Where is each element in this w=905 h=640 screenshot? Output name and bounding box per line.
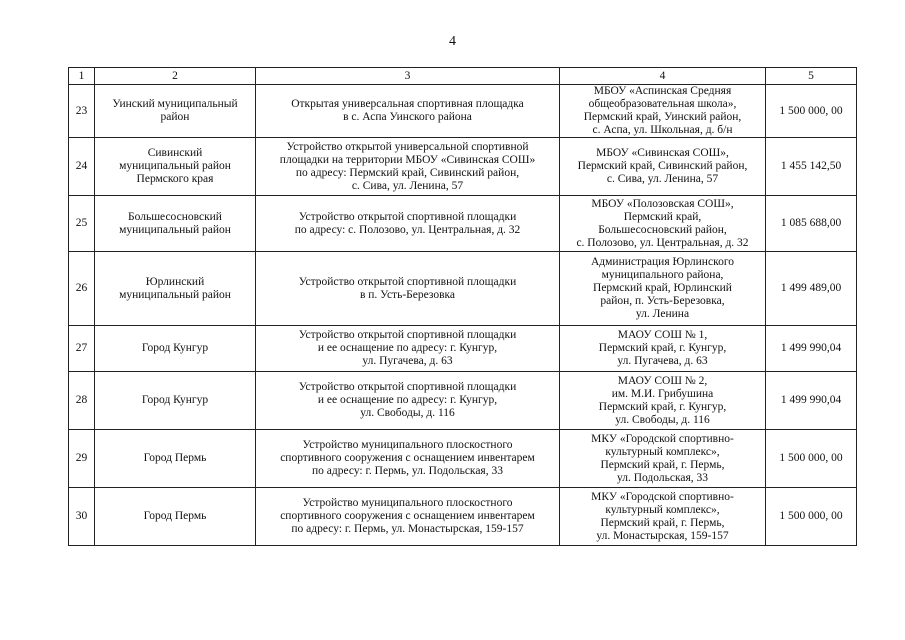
- recipient-cell: [560, 488, 766, 546]
- header-cell-1: 1: [69, 68, 95, 85]
- recipient-line: ул. Монастырская, 159-157: [596, 529, 729, 542]
- amount-cell: 1 499 990,04: [766, 372, 857, 430]
- table-row: [69, 138, 857, 196]
- object-line: Устройство открытой спортивной площадки: [298, 210, 517, 223]
- recipient-cell: [560, 372, 766, 430]
- recipient-line: МБОУ «Полозовская СОШ»,: [591, 197, 734, 210]
- object-cell: [256, 196, 560, 252]
- recipient-line: МКУ «Городской спортивно-: [591, 432, 734, 445]
- object-cell: [256, 326, 560, 372]
- recipient-cell: [560, 252, 766, 326]
- district-cell: [95, 430, 256, 488]
- row-number-cell: 25: [69, 196, 95, 252]
- table-row: [69, 430, 857, 488]
- district-line: Город Кунгур: [141, 342, 209, 354]
- recipient-line: муниципального района,: [601, 269, 724, 281]
- recipient-line: МАОУ СОШ № 1,: [617, 329, 708, 341]
- district-line: Город Пермь: [143, 452, 207, 464]
- district-line: муниципальный район: [119, 160, 231, 172]
- object-cell: [256, 252, 560, 326]
- object-line: Устройство муниципального плоскостного: [302, 497, 513, 509]
- recipient-line: с. Аспа, ул. Школьная, д. б/н: [592, 124, 733, 136]
- district-line: Большесосновский: [128, 210, 222, 223]
- recipient-line: общеобразовательная школа»,: [588, 98, 737, 110]
- object-line: по адресу: г. Пермь, ул. Подольская, 33: [312, 465, 503, 477]
- recipient-line: МАОУ СОШ № 2,: [617, 374, 708, 387]
- amount-cell: 1 500 000, 00: [766, 430, 857, 488]
- recipient-cell: [560, 430, 766, 488]
- object-line: Устройство открытой спортивной площадки: [298, 329, 517, 341]
- object-cell: [256, 372, 560, 430]
- object-line: по адресу: с. Полозово, ул. Центральная, д. 32: [294, 223, 521, 236]
- district-line: Юрлинский: [145, 275, 205, 288]
- recipient-line: с. Сива, ул. Ленина, 57: [606, 173, 719, 185]
- district-cell: [95, 326, 256, 372]
- header-cell-5: 5: [766, 68, 857, 85]
- recipient-line: культурный комплекс»,: [605, 445, 720, 458]
- table-row: [69, 326, 857, 372]
- recipient-line: Пермский край, г. Кунгур,: [598, 400, 727, 413]
- recipient-line: МКУ «Городской спортивно-: [591, 490, 734, 503]
- row-number-cell: 27: [69, 326, 95, 372]
- amount-cell: 1 085 688,00: [766, 196, 857, 252]
- row-number-cell: 29: [69, 430, 95, 488]
- header-cell-2: 2: [95, 68, 256, 85]
- recipient-line: ул. Подольская, 33: [616, 471, 709, 484]
- recipient-line: район, п. Усть-Березовка,: [600, 295, 725, 307]
- object-line: Устройство открытой универсальной спортивной: [286, 140, 529, 153]
- object-cell: [256, 488, 560, 546]
- district-line: район: [160, 111, 190, 123]
- district-line: Город Кунгур: [141, 394, 209, 406]
- district-cell: [95, 196, 256, 252]
- object-line: Устройство открытой спортивной площадки: [298, 381, 517, 393]
- row-number-cell: 30: [69, 488, 95, 546]
- object-line: Устройство открытой спортивной площадки: [298, 275, 517, 288]
- amount-cell: 1 500 000, 00: [766, 488, 857, 546]
- recipient-line: Большесосновский район,: [598, 223, 727, 236]
- recipient-cell: [560, 85, 766, 138]
- amount-cell: 1 500 000, 00: [766, 85, 857, 138]
- district-cell: [95, 85, 256, 138]
- district-cell: [95, 138, 256, 196]
- recipient-line: с. Полозово, ул. Центральная, д. 32: [576, 236, 749, 249]
- recipient-line: МБОУ «Сивинская СОШ»,: [596, 147, 729, 159]
- object-line: в с. Аспа Уинского района: [343, 111, 472, 123]
- object-line: площадки на территории МБОУ «Сивинская СОШ»: [279, 153, 536, 166]
- district-cell: [95, 372, 256, 430]
- table-row: [69, 252, 857, 326]
- district-cell: [95, 488, 256, 546]
- recipient-line: МБОУ «Аспинская Средняя: [593, 85, 732, 97]
- district-line: Сивинский: [147, 147, 203, 159]
- recipient-cell: [560, 138, 766, 196]
- recipient-line: ул. Свободы, д. 116: [615, 413, 710, 426]
- recipient-line: ул. Пугачева, д. 63: [617, 355, 708, 367]
- recipient-line: Пермский край, Уинский район,: [583, 111, 742, 123]
- object-line: ул. Свободы, д. 116: [360, 407, 455, 419]
- page-number: 4: [449, 34, 456, 49]
- recipient-line: Пермский край, г. Кунгур,: [598, 342, 727, 354]
- district-line: муниципальный район: [119, 223, 231, 236]
- recipient-line: Пермский край, Юрлинский: [593, 282, 732, 294]
- object-line: с. Сива, ул. Ленина, 57: [351, 179, 464, 192]
- district-line: Пермского края: [136, 173, 214, 185]
- object-line: ул. Пугачева, д. 63: [362, 355, 453, 367]
- object-cell: [256, 85, 560, 138]
- table-row: [69, 372, 857, 430]
- object-line: и ее оснащение по адресу: г. Кунгур,: [317, 394, 498, 406]
- district-line: муниципальный район: [119, 288, 231, 301]
- table-header-row: [69, 68, 857, 85]
- object-line: спортивного сооружения с оснащением инвентарем: [280, 452, 535, 464]
- header-cell-4: 4: [560, 68, 766, 85]
- amount-cell: 1 499 489,00: [766, 252, 857, 326]
- recipient-line: Пермский край, Сивинский район,: [577, 160, 748, 172]
- object-line: Устройство муниципального плоскостного: [302, 439, 513, 451]
- row-number-cell: 24: [69, 138, 95, 196]
- object-cell: [256, 430, 560, 488]
- amount-cell: 1 455 142,50: [766, 138, 857, 196]
- object-line: в п. Усть-Березовка: [359, 288, 456, 301]
- district-line: Уинский муниципальный: [112, 98, 238, 110]
- recipient-cell: [560, 326, 766, 372]
- row-number-cell: 28: [69, 372, 95, 430]
- district-line: Город Пермь: [143, 510, 207, 522]
- recipient-line: им. М.И. Грибушина: [611, 387, 714, 400]
- object-line: по адресу: Пермский край, Сивинский район,: [295, 166, 520, 179]
- data-table: [68, 67, 857, 546]
- district-cell: [95, 252, 256, 326]
- amount-cell: 1 499 990,04: [766, 326, 857, 372]
- object-line: и ее оснащение по адресу: г. Кунгур,: [317, 342, 498, 354]
- header-cell-3: 3: [256, 68, 560, 85]
- recipient-line: ул. Ленина: [635, 308, 690, 320]
- object-line: Открытая универсальная спортивная площадка: [291, 98, 524, 110]
- recipient-line: Пермский край,: [623, 210, 702, 223]
- row-number-cell: 23: [69, 85, 95, 138]
- table-row: [69, 488, 857, 546]
- recipient-cell: [560, 196, 766, 252]
- row-number-cell: 26: [69, 252, 95, 326]
- table-body: [69, 68, 857, 546]
- recipient-line: Администрация Юрлинского: [591, 256, 734, 268]
- recipient-line: культурный комплекс»,: [605, 503, 720, 516]
- object-line: по адресу: г. Пермь, ул. Монастырская, 159-157: [291, 523, 524, 535]
- object-line: спортивного сооружения с оснащением инвентарем: [280, 510, 535, 522]
- recipient-line: Пермский край, г. Пермь,: [600, 458, 725, 471]
- table-row: [69, 196, 857, 252]
- table-row: [69, 85, 857, 138]
- recipient-line: Пермский край, г. Пермь,: [600, 516, 725, 529]
- object-cell: [256, 138, 560, 196]
